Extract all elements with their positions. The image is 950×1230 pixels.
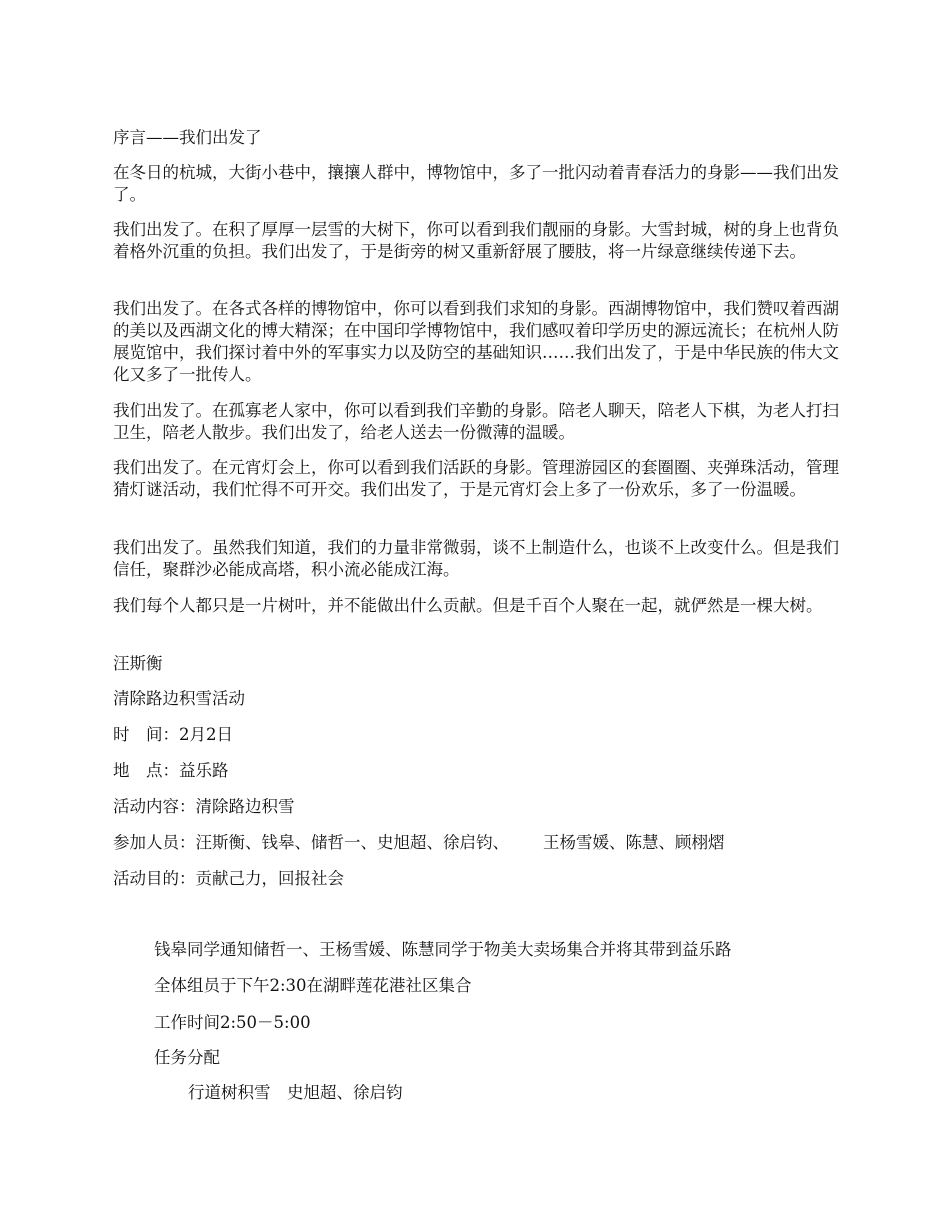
- activity-time: 时 间：2月2日: [113, 725, 233, 744]
- preface-paragraph-6: 我们出发了。虽然我们知道，我们的力量非常微弱，谈不上制造什么，也谈不上改变什么。但是我们信任，聚群沙必能成高塔，积小流必能成江海。: [113, 538, 839, 579]
- activity-purpose: 活动目的：贡献己力，回报社会: [113, 869, 344, 888]
- process-step-1: 钱皋同学通知储哲一、王杨雪媛、陈慧同学于物美大卖场集合并将其带到益乐路: [154, 940, 732, 959]
- preface-paragraph-5: 我们出发了。在元宵灯会上，你可以看到我们活跃的身影。管理游园区的套圈圈、夹弹珠活动，管理猜灯谜活动，我们忙得不可开交。我们出发了，于是元宵灯会上多了一份欢乐，多了一份温暖。: [113, 458, 839, 499]
- preface-paragraph-1: 在冬日的杭城，大街小巷中，攘攘人群中，博物馆中，多了一批闪动着青春活力的身影——我们出发了。: [113, 163, 839, 204]
- activity-title: 清除路边积雪活动: [113, 689, 245, 708]
- preface-paragraph-4: 我们出发了。在孤寡老人家中，你可以看到我们辛勤的身影。陪老人聊天，陪老人下棋，为老人打扫卫生，陪老人散步。我们出发了，给老人送去一份微薄的温暖。: [113, 401, 839, 442]
- preface-paragraph-2: 我们出发了。在积了厚厚一层雪的大树下，你可以看到我们靓丽的身影。大雪封城，树的身上也背负着格外沉重的负担。我们出发了，于是街旁的树又重新舒展了腰肢，将一片绿意继续传递下去。: [113, 220, 839, 261]
- activity-place: 地 点：益乐路: [113, 761, 229, 780]
- author-name: 汪斯衡: [113, 654, 163, 673]
- task-assignment-1: 行道树积雪 史旭超、徐启钧: [188, 1083, 403, 1102]
- activity-content: 活动内容：清除路边积雪: [113, 797, 295, 816]
- participants-second: 王杨雪媛、陈慧、顾栩熠: [543, 833, 725, 852]
- preface-paragraph-7: 我们每个人都只是一片树叶，并不能做出什么贡献。但是千百个人聚在一起，就俨然是一棵大树。: [113, 596, 823, 615]
- participants-first: 参加人员：汪斯衡、钱皋、储哲一、史旭超、徐启钧、: [113, 833, 509, 852]
- process-step-2: 全体组员于下午2:30在湖畔莲花港社区集合: [154, 976, 472, 995]
- activity-participants: [113, 832, 725, 854]
- preface-paragraph-3: 我们出发了。在各式各样的博物馆中，你可以看到我们求知的身影。西湖博物馆中，我们赞叹着西湖的美以及西湖文化的博大精深；在中国印学博物馆中，我们感叹着印学历史的源远流长；在杭州人防展览馆中，我们探讨着中外的军事实力以及防空的基础知识……我们出发了，于是中华民族的伟大文化又多了一批传人。: [113, 299, 839, 384]
- process-step-3: 工作时间2:50－5:00: [154, 1013, 311, 1032]
- preface-title: 序言——我们出发了: [113, 128, 262, 147]
- process-step-4: 任务分配: [154, 1048, 220, 1067]
